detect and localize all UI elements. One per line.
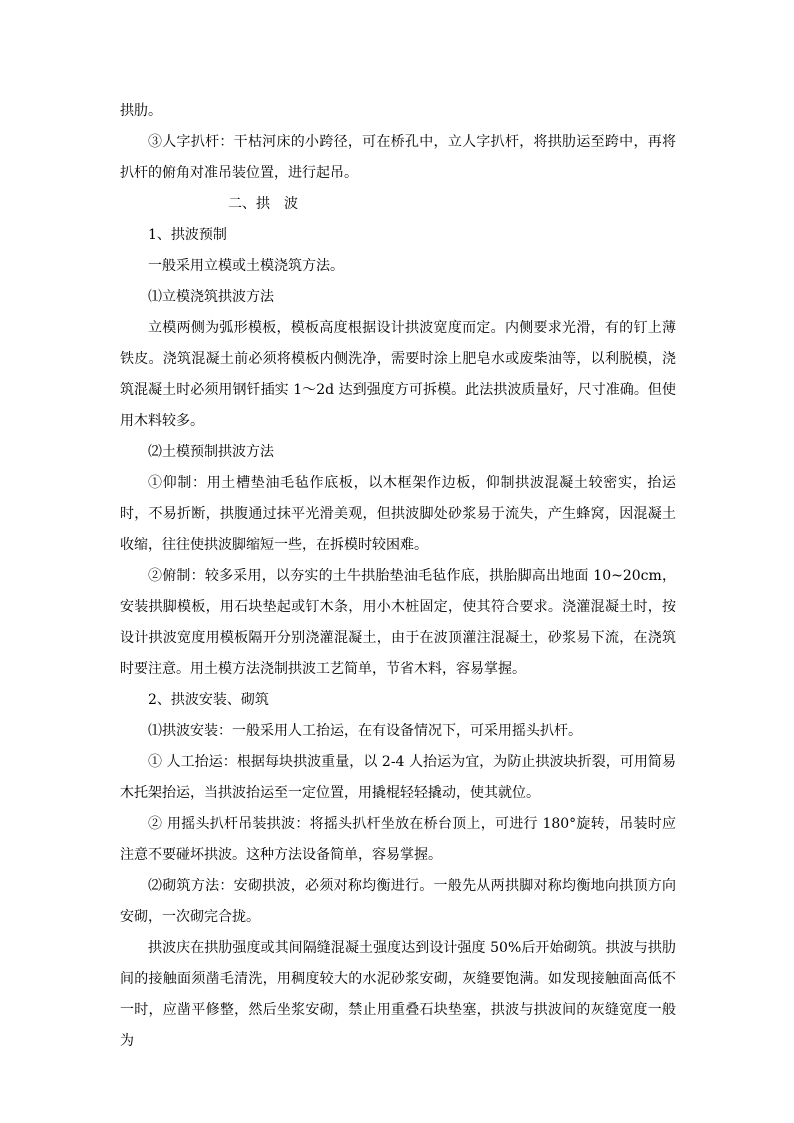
paragraph-herringbone-gin-pole: ③人字扒杆：干枯河床的小跨径，可在桥孔中，立人字扒杆，将拱肋运至跨中，再将扒杆的俯角对准吊装位置，进行起吊。	[120, 134, 676, 181]
paragraph-vertical-mold: 立模两侧为弧形模板，模板高度根据设计拱波宽度而定。内侧要求光滑，有的钉上薄铁皮。浇筑混凝土前必须将模板内侧洗净，需要时涂上肥皂水或废柴油等，以利脱模，浇筑混凝土时必须用钢钎插实 1～2d 达到强度方可拆模。此法拱波质量好，尺寸准确。但使用木料较多。	[120, 320, 676, 429]
paragraph-manual-carry: ① 人工抬运：根据每块拱波重量，以 2-4 人抬运为宜，为防止拱波块折裂，可用简易木托架抬运，当拱波抬运至一定位置，用撬棍轻轻撬动，使其就位。	[120, 754, 676, 801]
subheading-vertical-mold: ⑴立模浇筑拱波方法	[148, 289, 274, 305]
subsection-heading-prefabrication: 1、拱波预制	[148, 227, 227, 243]
paragraph-downward-casting: ②俯制：较多采用，以夯实的土牛拱胎垫油毛毡作底，拱胎脚高出地面 10~20cm，安装拱脚模板，用石块垫起或钉木条，用小木桩固定，使其符合要求。浇灌混凝土时，按设计拱波宽度用模板隔开分别浇灌混凝土，由于在波顶灌注混凝土，砂浆易下流，在浇筑时要注意。用土模方法浇制拱波工艺简单，节省木料，容易掌握。	[120, 568, 676, 677]
paragraph-rocking-gin-pole: ② 用摇头扒杆吊装拱波：将摇头扒杆坐放在桥台顶上，可进行 180°旋转，吊装时应注意不要碰坏拱波。这种方法设备简单，容易掌握。	[120, 816, 676, 863]
paragraph-methods-intro: 一般采用立模或土模浇筑方法。	[148, 258, 344, 274]
paragraph-continuation: 拱肋。	[120, 103, 162, 119]
paragraph-installation-intro: ⑴拱波安装：一般采用人工抬运，在有设备情况下，可采用摇头扒杆。	[148, 723, 582, 739]
paragraph-masonry-method: ⑵砌筑方法：安砌拱波，必须对称均衡进行。一般先从两拱脚对称均衡地向拱顶方向安砌，一次砌完合拢。	[120, 878, 676, 925]
paragraph-upward-casting: ①仰制：用土槽垫油毛毡作底板，以木框架作边板，仰制拱波混凝土较密实，抬运时，不易折断，拱腹通过抹平光滑美观，但拱波脚处砂浆易于流失，产生蜂窝，因混凝土收缩，往往使拱波脚缩短一些，在拆模时较困难。	[120, 475, 676, 553]
section-heading-arch-wave: 二、拱 波	[228, 196, 298, 212]
paragraph-masonry-conditions: 拱波庆在拱肋强度或其间隔缝混凝土强度达到设计强度 50%后开始砌筑。拱波与拱肋间的接触面须凿毛清洗，用稠度较大的水泥砂浆安砌，灰缝要饱满。如发现接触面高低不一时，应凿平修整，然后坐浆安砌，禁止用重叠石块垫塞，拱波与拱波间的灰缝宽度一般为	[120, 940, 676, 1049]
subsection-heading-installation: 2、拱波安装、砌筑	[148, 692, 269, 708]
document-body	[120, 96, 676, 1057]
subheading-earth-mold: ⑵土模预制拱波方法	[148, 444, 274, 460]
